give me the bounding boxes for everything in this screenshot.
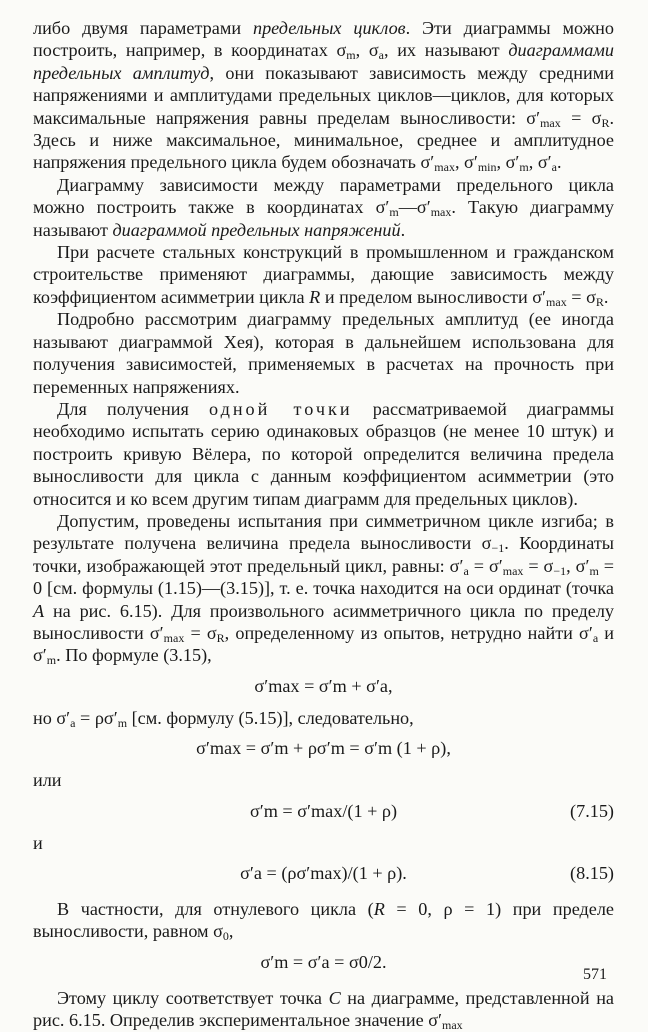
formula-5 [33,945,614,981]
formula-2-body: σ′max = σ′m + ρσ′m = σ′m (1 + ρ), [196,738,451,759]
paragraph-2: Диаграмму зависимости между параметрами предельного цикла можно построить также в координатах $\sigma'_m—\sigma'_{max}$. Такую диаграмму называют диаграммой предельных напряжений. [33,174,614,240]
page-number: 571 [583,966,607,983]
formula-1 [33,669,614,705]
paragraph-3: При расчете стальных конструкций в промышленном и гражданском строительстве применяют диаграммы, дающие зависимость между коэффициентом асимметрии цикла R и пределом выносливости $\sigma'_{max} = \sigma_R$. [33,242,614,309]
formula-4-body: σ′a = (ρσ′max)/(1 + ρ). [240,863,407,883]
paragraph-8: Этому циклу соответствует точка C на диаграмме, представленной на рис. 6.15. Определив экспериментальное значение $\sigma'_{max}$ [33,987,615,1032]
lead-text-2: или [33,770,62,791]
formula-1-body: σ′max = σ′m + σ′a, [254,675,393,696]
formula-2 [33,731,614,767]
formula-5-body: σ′m = σ′a = σ0/2. [260,951,387,972]
formula-3-body: σ′m = σ′max/(1 + ρ) [249,800,398,821]
paragraph-1: либо двумя параметрами предельных циклов. Эти диаграммы можно построить, например, в координатах $\sigma_m$, $\sigma_a$, их называют диаграммами предельных амплитуд, они показывают зависимость между средними напряжениями и амплитудами предельных циклов—циклов, для которых максимальные напряжения равны пределам выносливости: $\sigma'_{max} = \sigma_R$. Здесь и ниже максимальное, минимальное, среднее и амплитудное напряжения предельного цикла будем обозначать $\sigma'_{max}$, $\sigma'_{min}$, $\sigma'_m$, $\sigma'_a$. [33,18,615,175]
formula-3 [33,794,614,830]
lead-text-3: и [33,832,43,853]
formula-4 [33,856,614,892]
paragraph-6: Допустим, проведены испытания при симметричном цикле изгиба; в результате получена величина предела выносливости $\sigma_{-1}$. Координаты точки, изображающей этот предельный цикл, равны: $\sigma'_a = \sigma'_{max} = \sigma_{-1}$, $\sigma'_m = 0$ [см. формулы (1.15)—(3.15)], т. е. точка находится на оси ординат (точка A на рис. 6.15). Для произвольного асимметричного цикла по пределу выносливости $\sigma'_{max} = \sigma_R$, определенному из опытов, нетрудно найти $\sigma'_a$ и $\sigma'_m$. По формуле (3.15), [33,510,615,668]
page-text [33,17,614,1032]
paragraph-5: Для получения одной точки рассматриваемой диаграммы необходимо испытать серию одинаковых образцов (не менее 10 штук) и построить кривую Вёлера, по которой определится величина предела выносливости для цикла с данным коэффициентом асимметрии (это относится и ко всем другим типам диаграмм для предельных циклов). [33,398,614,509]
formula-4-number: (8.15) [570,863,614,883]
formula-3-number: (7.15) [570,800,614,821]
paragraph-7: В частности, для отнулевого цикла (R = 0, ρ = 1) при пределе выносливости, равном $\sigma_0$, [33,899,615,944]
paragraph-4: Подробно рассмотрим диаграмму предельных амплитуд (ее иногда называют диаграммой Хея), которая в дальнейшем использована для получения зависимостей, применяемых в расчетах на прочность при переменных напряжениях. [33,309,614,397]
lead-text-1: но $\sigma'_a = \rho\sigma'_m$ [см. формулу (5.15)], следовательно, [33,707,414,730]
